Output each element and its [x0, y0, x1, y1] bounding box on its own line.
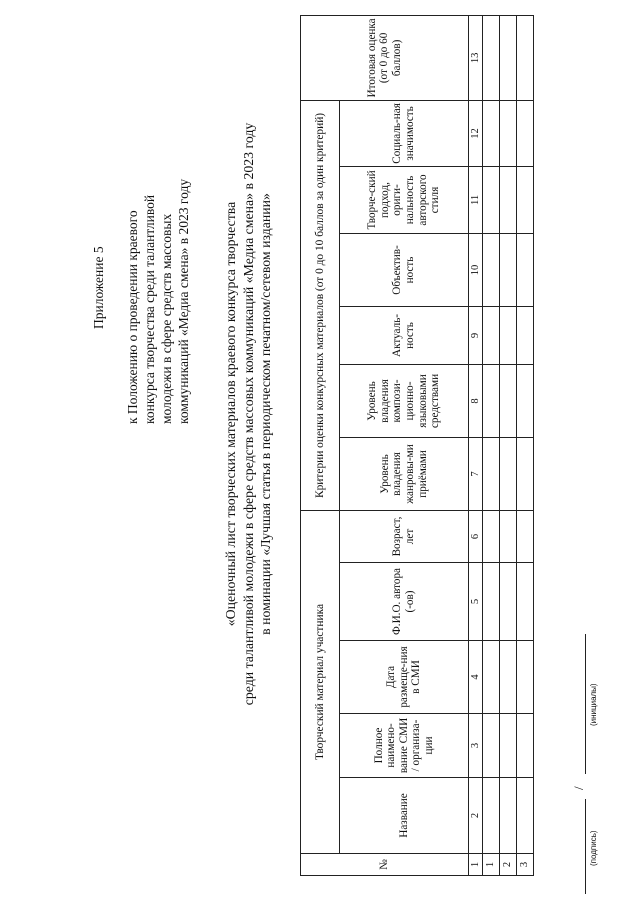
col-header-age: Возраст, лет — [340, 510, 469, 562]
column-number: 10 — [469, 233, 483, 306]
group-header-criteria: Критерии оценки конкурсных материалов (от 0 до 10 баллов за один критерий) — [301, 100, 340, 510]
col-header-composition-mastery: Уровень владения компози-ционно-языковыми средствами — [340, 364, 469, 437]
table-cell[interactable] — [517, 778, 534, 854]
signature-caption: (подпись) — [589, 830, 598, 866]
column-number: 9 — [469, 306, 483, 364]
column-number: 4 — [469, 641, 483, 714]
table-cell[interactable] — [500, 437, 517, 510]
column-number: 5 — [469, 563, 483, 641]
signature-separator: / — [571, 786, 586, 790]
col-header-media-name: Полное наимено-вание СМИ / организа-ции — [340, 714, 469, 778]
column-number-row — [469, 15, 483, 875]
table-cell[interactable] — [517, 437, 534, 510]
table-row — [500, 15, 517, 875]
col-header-relevance: Актуаль-ность — [340, 306, 469, 364]
column-number: 1 — [469, 854, 483, 876]
column-number: 6 — [469, 510, 483, 562]
table-cell[interactable] — [500, 714, 517, 778]
table-cell[interactable] — [500, 100, 517, 166]
table-cell[interactable] — [517, 233, 534, 306]
row-number: 1 — [483, 854, 500, 876]
column-number: 3 — [469, 714, 483, 778]
title-line: «Оценочный лист творческих материалов краевого конкурса творчества — [223, 201, 238, 627]
table-cell[interactable] — [500, 641, 517, 714]
regulation-reference — [124, 179, 192, 424]
signature-block — [571, 594, 625, 894]
table-cell[interactable] — [483, 510, 500, 562]
table-cell[interactable] — [500, 364, 517, 437]
document-title — [222, 34, 275, 794]
table-cell[interactable] — [500, 15, 517, 100]
group-header-participant: Творческий материал участника — [301, 510, 340, 853]
col-header-genre-mastery: Уровень владения жанровы-ми приёмами — [340, 437, 469, 510]
table-cell[interactable] — [517, 714, 534, 778]
signature-line[interactable] — [585, 799, 586, 894]
table-cell[interactable] — [500, 778, 517, 854]
column-number: 7 — [469, 437, 483, 510]
initials-caption: (инициалы) — [589, 683, 598, 726]
table-cell[interactable] — [483, 437, 500, 510]
initials-line[interactable] — [585, 634, 586, 774]
regulation-line: коммуникаций «Медиа смена» в 2023 году — [176, 178, 191, 424]
row-number: 3 — [517, 854, 534, 876]
table-cell[interactable] — [517, 100, 534, 166]
table-cell[interactable] — [500, 306, 517, 364]
table-row — [483, 15, 500, 875]
column-number: 2 — [469, 778, 483, 854]
table-cell[interactable] — [483, 778, 500, 854]
evaluation-table — [300, 15, 534, 876]
table-row — [517, 15, 534, 875]
regulation-line: к Положению о проведении краевого — [125, 210, 140, 424]
table-cell[interactable] — [500, 563, 517, 641]
table-cell[interactable] — [500, 166, 517, 233]
table-cell[interactable] — [483, 15, 500, 100]
table-cell[interactable] — [483, 166, 500, 233]
table-cell[interactable] — [517, 166, 534, 233]
column-number: 8 — [469, 364, 483, 437]
col-header-no: № — [301, 854, 469, 876]
column-number: 13 — [469, 15, 483, 100]
table-cell[interactable] — [517, 15, 534, 100]
table-cell[interactable] — [517, 364, 534, 437]
col-header-author: Ф.И.О. автора (-ов) — [340, 563, 469, 641]
table-cell[interactable] — [500, 510, 517, 562]
col-header-objectivity: Объектив-ность — [340, 233, 469, 306]
table-cell[interactable] — [483, 233, 500, 306]
column-number: 12 — [469, 100, 483, 166]
table-cell[interactable] — [483, 100, 500, 166]
col-header-total: Итоговая оценка (от 0 до 60 баллов) — [301, 15, 469, 100]
table-cell[interactable] — [483, 306, 500, 364]
appendix-label: Приложение 5 — [91, 246, 106, 329]
table-cell[interactable] — [517, 306, 534, 364]
table-cell[interactable] — [517, 510, 534, 562]
table-cell[interactable] — [483, 641, 500, 714]
col-header-originality: Творче-ский подход, ориги-нальность авторского стиля — [340, 166, 469, 233]
table-cell[interactable] — [483, 364, 500, 437]
table-cell[interactable] — [517, 641, 534, 714]
col-header-publication-date: Дата размеще-ния в СМИ — [340, 641, 469, 714]
title-line: в номинации «Лучшая статья в периодическом печатном/сетевом издании» — [258, 193, 273, 635]
row-number: 2 — [500, 854, 517, 876]
regulation-line: молодежи в сфере средств массовых — [159, 213, 174, 424]
table-cell[interactable] — [517, 563, 534, 641]
table-group-header — [301, 15, 340, 875]
regulation-line: конкурса творчества среди талантливой — [142, 194, 157, 424]
table-cell[interactable] — [500, 233, 517, 306]
table-cell[interactable] — [483, 563, 500, 641]
col-header-title: Название — [340, 778, 469, 854]
table-cell[interactable] — [483, 714, 500, 778]
col-header-social-significance: Социаль-ная значимость — [340, 100, 469, 166]
column-number: 11 — [469, 166, 483, 233]
title-line: среди талантливой молодежи в сфере средств массовых коммуникаций «Медиа смена» в 2023 году — [240, 122, 256, 706]
table-column-headers — [340, 15, 469, 875]
